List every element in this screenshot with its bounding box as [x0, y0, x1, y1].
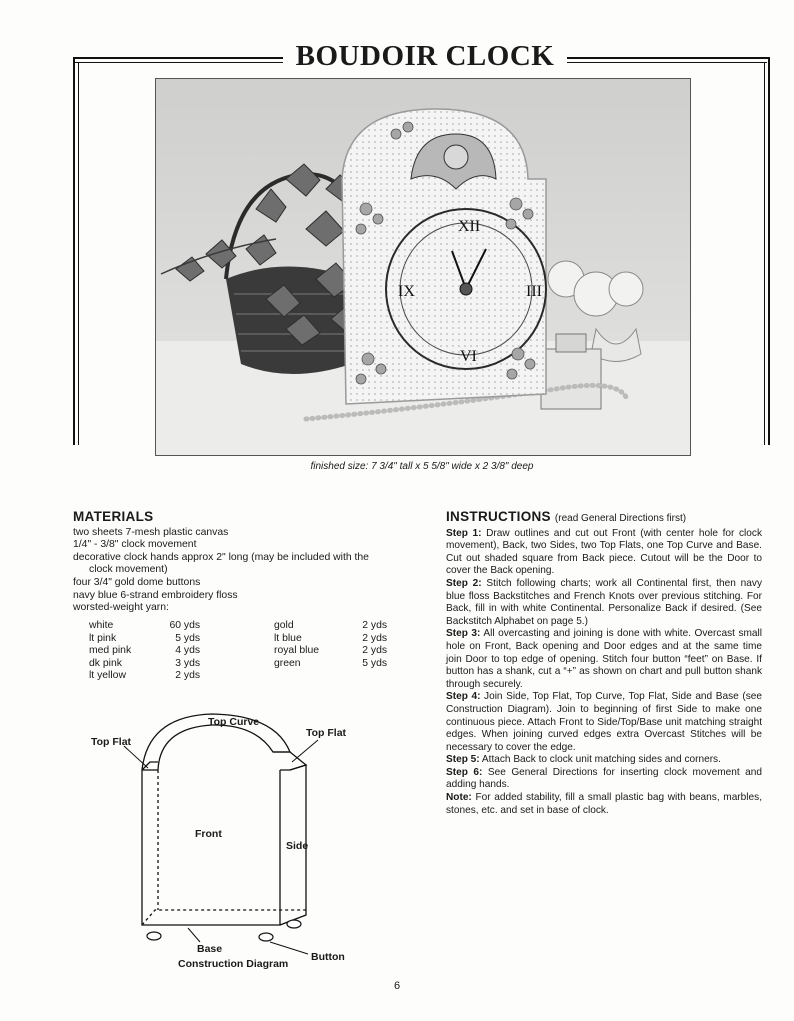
yarn-unit: yds — [370, 645, 388, 657]
frame-line-left-inner — [73, 62, 283, 63]
label-top-flat-right: Top Flat — [306, 727, 347, 739]
label-button: Button — [311, 951, 345, 963]
yarn-unit: yds — [183, 670, 201, 682]
yarn-color: white — [89, 620, 114, 631]
step-label: Step 5: — [446, 754, 480, 766]
yarn-color: gold — [274, 620, 294, 631]
button-foot — [287, 920, 301, 928]
step-label: Step 6: — [446, 766, 483, 778]
instruction-step — [446, 628, 762, 691]
materials-line: two sheets 7-mesh plastic canvas — [73, 526, 229, 538]
page-number: 6 — [393, 980, 401, 992]
page-title: BOUDOIR CLOCK — [295, 40, 555, 72]
frame-left-vertical-inner — [78, 62, 79, 445]
yarn-list-right — [274, 620, 387, 670]
frame-line-right-inner — [567, 62, 767, 63]
yarn-unit: yds — [183, 645, 201, 657]
yarn-qty: 60 — [169, 620, 181, 631]
frame-right-vertical — [768, 57, 770, 445]
instruction-step — [446, 578, 762, 628]
construction-diagram — [80, 710, 380, 980]
materials-line: 1/4" - 3/8" clock movement — [73, 539, 197, 551]
svg-text:III: III — [526, 283, 542, 300]
yarn-qty: 5 — [362, 657, 368, 669]
frame-right-vertical-inner — [764, 62, 765, 445]
base-shape — [142, 910, 306, 925]
svg-text:VI: VI — [460, 348, 477, 365]
materials-line: worsted-weight yarn: — [73, 602, 169, 614]
step-label: Step 3: — [446, 628, 481, 640]
photo-caption: finished size: 7 3/4" tall x 5 5/8" wide x 2 3/8" deep — [310, 461, 534, 472]
instruction-note — [446, 792, 762, 817]
label-side: Side — [286, 840, 309, 852]
yarn-row — [274, 645, 387, 658]
instructions-section — [446, 511, 762, 817]
yarn-row — [274, 633, 387, 646]
frame-line-left-outer — [73, 57, 283, 59]
clock-photo — [155, 78, 691, 456]
top-flat-left-shape — [142, 762, 158, 770]
yarn-row — [89, 620, 200, 633]
materials-heading: MATERIALS — [73, 509, 154, 524]
yarn-row — [89, 658, 200, 671]
leader-base — [188, 928, 200, 942]
step-text: All overcasting and joining is done with white. Overcast small hole on Front, Back opening and Door edges and at the same time join Door to top edge of opening. Stitch four button “feet” on Base. If button has a shank, cut a “+” as shown on chart and pull button shank through securely. — [446, 628, 763, 690]
leader-top-flat-right — [292, 740, 318, 762]
leader-button — [270, 942, 308, 954]
yarn-qty: 4 — [175, 645, 181, 657]
yarn-qty: 3 — [175, 657, 181, 669]
yarn-color: med pink — [89, 645, 132, 657]
materials-line: navy blue 6-strand embroidery floss — [73, 589, 238, 601]
button-foot — [147, 932, 161, 940]
materials-line: decorative clock hands approx 2" long (may be included with the — [73, 551, 369, 563]
yarn-qty: 2 — [175, 670, 181, 682]
step-text: Stitch following charts; work all Continental first, then navy blue floss Backstitches and French Knots over previous stitching. For Back, fill in with white Continental. Personalize Back if desired. (See Backstitch Alphabet on page 5.) — [446, 577, 762, 627]
yarn-unit: yds — [370, 657, 388, 669]
yarn-unit: yds — [183, 657, 201, 669]
step-text: See General Directions for inserting clock movement and adding hands. — [446, 766, 762, 791]
step-label: Step 2: — [446, 577, 482, 589]
yarn-unit: yds — [183, 632, 201, 644]
instructions-title: INSTRUCTIONS — [446, 509, 551, 524]
materials-line: four 3/4" gold dome buttons — [73, 576, 201, 588]
label-base: Base — [197, 943, 223, 955]
frame-line-right-outer — [567, 57, 770, 59]
instruction-step — [446, 691, 762, 754]
instructions-subheading: (read General Directions first) — [554, 513, 687, 524]
yarn-unit: yds — [370, 620, 388, 631]
yarn-qty: 2 — [362, 620, 368, 631]
instruction-step — [446, 528, 762, 578]
label-top-flat-left: Top Flat — [91, 736, 132, 748]
button-foot — [259, 933, 273, 941]
yarn-qty: 2 — [362, 632, 368, 644]
frame-left-vertical — [73, 57, 75, 445]
clock-photo-illustration — [156, 79, 690, 455]
instruction-step — [446, 767, 762, 792]
yarn-row — [89, 633, 200, 646]
yarn-color: dk pink — [89, 657, 122, 669]
yarn-row — [89, 645, 200, 658]
instructions-heading — [446, 511, 762, 526]
yarn-row — [274, 620, 387, 633]
step-label: Step 1: — [446, 527, 482, 539]
step-text: Draw outlines and cut out Front (with center hole for clock movement), Back, two Sides, two Top Flats, one Top Curve and Base. Cut out shaded square from Back piece. Cutout will be the Door to cover the Back opening. — [446, 527, 762, 577]
yarn-qty: 2 — [362, 645, 368, 657]
note-text: For added stability, fill a small plastic bag with beans, marbles, stones, etc. and set in base of clock. — [446, 792, 762, 816]
step-text: Join Side, Top Flat, Top Curve, Top Flat, Side and Base (see Construction Diagram). Join to beginning of first Side to make one continuous piece. Attach Front to Side/Top/Base unit matching straight edges. When joining curved edges extra Overcast Stitches will be necessary to cover the edge. — [446, 691, 762, 753]
label-top-curve: Top Curve — [208, 716, 260, 728]
svg-text:IX: IX — [398, 283, 415, 300]
svg-text:XII: XII — [458, 218, 481, 235]
yarn-color: lt blue — [274, 632, 302, 644]
yarn-color: lt yellow — [89, 670, 126, 682]
yarn-color: green — [274, 657, 301, 669]
front-panel-shape — [142, 770, 280, 925]
yarn-row — [274, 658, 387, 671]
note-label: Note: — [446, 792, 472, 804]
label-front: Front — [195, 828, 222, 840]
label-construction-diagram: Construction Diagram — [178, 958, 289, 970]
step-label: Step 4: — [446, 691, 481, 703]
step-text: Attach Back to clock unit matching sides and corners. — [481, 754, 721, 766]
yarn-color: royal blue — [274, 645, 320, 657]
materials-line: clock movement) — [89, 564, 168, 576]
yarn-qty: 5 — [175, 632, 181, 644]
yarn-color: lt pink — [89, 632, 117, 644]
yarn-unit: yds — [370, 632, 388, 644]
instruction-step — [446, 754, 762, 767]
yarn-list-left — [89, 620, 200, 683]
yarn-unit: yds — [183, 620, 201, 631]
materials-section — [73, 511, 418, 615]
yarn-row — [89, 670, 200, 683]
